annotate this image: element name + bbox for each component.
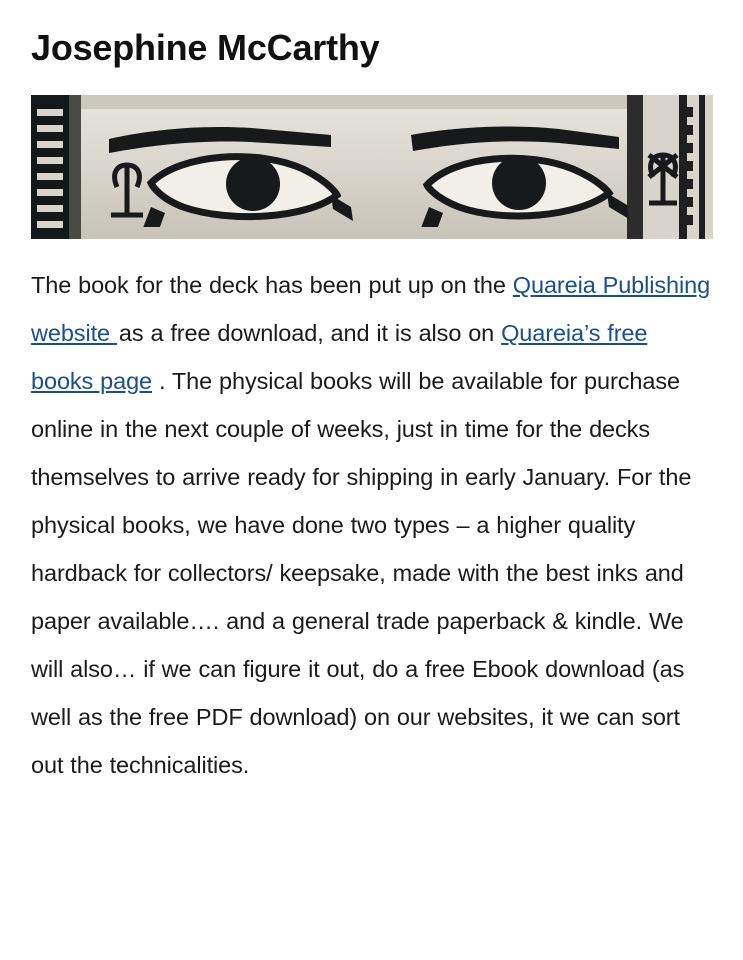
eyes-of-horus-illustration: [31, 95, 713, 239]
body-text-segment-3: . The physical books will be available for purchase online in the next couple of weeks, just in time for the decks themselves to arrive ready for shipping in early January. For the physical books, we have done two types – a higher quality hardback for collectors/ keepsake, made with the best inks and paper available…. and a general trade paperback & kindle. We will also… if we can figure it out, do a free Ebook download (as well as the free PDF download) on our websites, it we can sort out the technicalities.: [31, 368, 692, 779]
article-body: [31, 261, 713, 789]
body-text-segment-1: The book for the deck has been put up on the: [31, 272, 513, 299]
featured-image: [31, 95, 713, 239]
body-text-segment-2: as a free download, and it is also on: [118, 320, 502, 347]
page-title: Josephine McCarthy: [31, 27, 380, 68]
link-quareia-publishing-website[interactable]: Quareia Publishing website: [31, 272, 711, 347]
link-quareia-free-books-page[interactable]: Quareia’s free books page: [31, 320, 648, 395]
